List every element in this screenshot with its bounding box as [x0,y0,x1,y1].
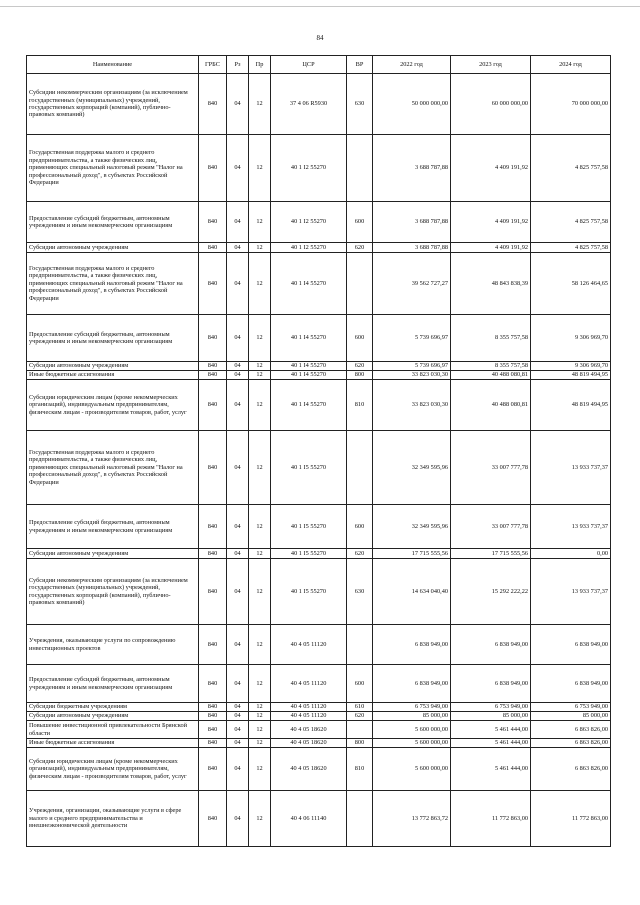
table-row [27,380,611,431]
cell-2024: 4 825 757,58 [531,243,611,253]
cell-grbs: 840 [199,748,227,791]
cell-name: Субсидии автономным учреждениям [27,549,199,559]
table-row [27,739,611,748]
cell-vr: 600 [347,665,373,703]
cell-2022: 5 600 000,00 [373,748,451,791]
cell-name: Учреждения, организации, оказывающие услуги в сфере малого и среднего предпринимательства и внешнеэкономической деятельности [27,791,199,847]
cell-vr: 630 [347,74,373,135]
cell-csr: 40 1 I5 55270 [271,431,347,505]
cell-rz: 04 [227,739,249,748]
cell-2024: 13 933 737,37 [531,505,611,549]
cell-2024: 6 838 949,00 [531,625,611,665]
cell-2024: 13 933 737,37 [531,431,611,505]
scan-edge-line [0,6,640,7]
cell-rz: 04 [227,748,249,791]
cell-rz: 04 [227,549,249,559]
table-row [27,135,611,202]
table-row [27,712,611,721]
cell-2024: 6 863 826,00 [531,739,611,748]
table-row [27,315,611,362]
cell-2023: 4 409 191,92 [451,243,531,253]
header-csr: ЦСР [271,56,347,74]
cell-2022: 13 772 863,72 [373,791,451,847]
cell-2022: 32 349 595,96 [373,505,451,549]
cell-2024: 48 819 494,95 [531,371,611,380]
header-rz: Рз [227,56,249,74]
cell-2022: 5 739 696,97 [373,315,451,362]
header-name: Наименование [27,56,199,74]
cell-vr [347,791,373,847]
cell-2022: 6 838 949,00 [373,665,451,703]
cell-rz: 04 [227,362,249,371]
cell-grbs: 840 [199,315,227,362]
cell-csr: 40 4 05 11120 [271,712,347,721]
cell-2022: 85 000,00 [373,712,451,721]
cell-2023: 5 461 444,00 [451,748,531,791]
cell-rz: 04 [227,74,249,135]
cell-2023: 33 007 777,78 [451,431,531,505]
cell-2023: 40 488 080,81 [451,371,531,380]
cell-rz: 04 [227,712,249,721]
cell-pr: 12 [249,748,271,791]
cell-grbs: 840 [199,362,227,371]
cell-pr: 12 [249,74,271,135]
cell-vr: 610 [347,703,373,712]
cell-vr [347,135,373,202]
cell-2023: 5 461 444,00 [451,739,531,748]
cell-vr: 800 [347,371,373,380]
cell-name: Предоставление субсидий бюджетным, автономным учреждениям и иным некоммерческим организациям [27,665,199,703]
cell-csr: 40 1 I2 55270 [271,135,347,202]
cell-vr: 810 [347,380,373,431]
cell-csr: 40 1 I2 55270 [271,243,347,253]
cell-csr: 40 4 05 11120 [271,625,347,665]
cell-rz: 04 [227,559,249,625]
cell-2023: 17 715 555,56 [451,549,531,559]
header-vr: ВР [347,56,373,74]
cell-grbs: 840 [199,431,227,505]
cell-name: Субсидии некоммерческим организациям (за исключением государственных (муниципальных) учреждений, государственных корпораций (компаний), публично-правовых компаний) [27,74,199,135]
cell-name: Повышение инвестиционной привлекательности Брянской области [27,721,199,739]
table-row [27,559,611,625]
cell-pr: 12 [249,505,271,549]
cell-rz: 04 [227,371,249,380]
cell-2022: 6 838 949,00 [373,625,451,665]
cell-rz: 04 [227,253,249,315]
cell-rz: 04 [227,625,249,665]
cell-name: Субсидии автономным учреждениям [27,243,199,253]
cell-rz: 04 [227,202,249,243]
cell-2023: 4 409 191,92 [451,202,531,243]
page-number: 84 [316,34,324,42]
cell-grbs: 840 [199,712,227,721]
cell-csr: 40 1 I5 55270 [271,559,347,625]
cell-name: Иные бюджетные ассигнования [27,739,199,748]
cell-vr [347,625,373,665]
cell-rz: 04 [227,721,249,739]
cell-pr: 12 [249,135,271,202]
cell-grbs: 840 [199,625,227,665]
table-row [27,791,611,847]
cell-vr: 620 [347,549,373,559]
cell-pr: 12 [249,559,271,625]
table-row [27,625,611,665]
cell-csr: 40 4 05 11120 [271,665,347,703]
cell-grbs: 840 [199,505,227,549]
cell-pr: 12 [249,712,271,721]
cell-grbs: 840 [199,243,227,253]
cell-grbs: 840 [199,202,227,243]
cell-csr: 40 4 06 11140 [271,791,347,847]
cell-2024: 6 863 826,00 [531,748,611,791]
cell-vr [347,431,373,505]
cell-2024: 4 825 757,58 [531,135,611,202]
cell-2022: 33 823 030,30 [373,371,451,380]
cell-grbs: 840 [199,135,227,202]
cell-name: Субсидии автономным учреждениям [27,712,199,721]
cell-name: Субсидии автономным учреждениям [27,362,199,371]
cell-2023: 6 753 949,00 [451,703,531,712]
cell-rz: 04 [227,791,249,847]
table-row [27,505,611,549]
cell-csr: 40 1 I4 55270 [271,362,347,371]
cell-rz: 04 [227,315,249,362]
cell-2024: 0,00 [531,549,611,559]
table-row [27,549,611,559]
table-body [27,74,611,847]
header-grbs: ГРБС [199,56,227,74]
cell-grbs: 840 [199,371,227,380]
cell-name: Иные бюджетные ассигнования [27,371,199,380]
cell-2022: 5 600 000,00 [373,739,451,748]
cell-2022: 14 634 040,40 [373,559,451,625]
cell-2023: 4 409 191,92 [451,135,531,202]
cell-2022: 5 739 696,97 [373,362,451,371]
table-row [27,362,611,371]
cell-pr: 12 [249,202,271,243]
cell-csr: 40 1 I4 55270 [271,380,347,431]
cell-csr: 40 1 I2 55270 [271,202,347,243]
cell-pr: 12 [249,549,271,559]
cell-pr: 12 [249,371,271,380]
cell-2023: 6 838 949,00 [451,665,531,703]
cell-rz: 04 [227,135,249,202]
cell-csr: 40 1 I4 55270 [271,371,347,380]
cell-2022: 6 753 949,00 [373,703,451,712]
cell-grbs: 840 [199,549,227,559]
cell-2024: 6 863 826,00 [531,721,611,739]
cell-2023: 6 838 949,00 [451,625,531,665]
cell-grbs: 840 [199,74,227,135]
cell-pr: 12 [249,380,271,431]
cell-vr: 810 [347,748,373,791]
cell-2024: 70 000 000,00 [531,74,611,135]
table-row [27,371,611,380]
cell-2022: 3 688 787,88 [373,243,451,253]
cell-grbs: 840 [199,739,227,748]
cell-2023: 8 355 757,58 [451,362,531,371]
table-row [27,253,611,315]
cell-name: Субсидии юридическим лицам (кроме некоммерческих организаций), индивидуальным предпринимателям, физическим лицам - производителям товаров, работ, услуг [27,748,199,791]
cell-vr: 620 [347,362,373,371]
cell-grbs: 840 [199,380,227,431]
cell-vr [347,721,373,739]
cell-pr: 12 [249,253,271,315]
cell-2022: 3 688 787,88 [373,135,451,202]
cell-2024: 48 819 494,95 [531,380,611,431]
cell-grbs: 840 [199,559,227,625]
header-2022: 2022 год [373,56,451,74]
cell-2023: 8 355 757,58 [451,315,531,362]
cell-2024: 58 126 464,65 [531,253,611,315]
cell-name: Государственная поддержка малого и среднего предпринимательства, а также физических лиц, применяющих специальный налоговый режим "Налог на профессиональный доход", в субъектах Российской Федерации [27,431,199,505]
cell-2024: 6 838 949,00 [531,665,611,703]
cell-pr: 12 [249,665,271,703]
cell-csr: 40 4 05 18620 [271,739,347,748]
cell-csr: 40 4 05 11120 [271,703,347,712]
cell-csr: 40 4 05 18620 [271,748,347,791]
table-row [27,721,611,739]
cell-name: Субсидии некоммерческим организациям (за исключением государственных (муниципальных) учреждений, государственных корпораций (компаний), публично-правовых компаний) [27,559,199,625]
table-row [27,431,611,505]
cell-2023: 48 843 838,39 [451,253,531,315]
cell-2022: 17 715 555,56 [373,549,451,559]
cell-name: Государственная поддержка малого и среднего предпринимательства, а также физических лиц, применяющих специальный налоговый режим "Налог на профессиональный доход", в субъектах Российской Федерации [27,135,199,202]
cell-name: Предоставление субсидий бюджетным, автономным учреждениям и иным некоммерческим организациям [27,315,199,362]
cell-2023: 11 772 863,00 [451,791,531,847]
cell-name: Предоставление субсидий бюджетным, автономным учреждениям и иным некоммерческим организациям [27,202,199,243]
cell-vr: 620 [347,712,373,721]
cell-vr: 600 [347,315,373,362]
table-row [27,703,611,712]
cell-pr: 12 [249,315,271,362]
cell-csr: 37 4 06 R5930 [271,74,347,135]
cell-2024: 11 772 863,00 [531,791,611,847]
cell-csr: 40 1 I5 55270 [271,505,347,549]
cell-2024: 9 306 969,70 [531,315,611,362]
cell-2022: 33 823 030,30 [373,380,451,431]
table-row [27,665,611,703]
cell-csr: 40 1 I4 55270 [271,253,347,315]
cell-name: Учреждения, оказывающие услуги по сопровождению инвестиционных проектов [27,625,199,665]
cell-vr: 600 [347,505,373,549]
table-row [27,202,611,243]
cell-grbs: 840 [199,253,227,315]
cell-grbs: 840 [199,665,227,703]
header-row [27,56,611,74]
cell-pr: 12 [249,625,271,665]
cell-name: Государственная поддержка малого и среднего предпринимательства, а также физических лиц, применяющих специальный налоговый режим "Налог на профессиональный доход", в субъектах Российской Федерации [27,253,199,315]
cell-2024: 9 306 969,70 [531,362,611,371]
cell-rz: 04 [227,703,249,712]
cell-pr: 12 [249,721,271,739]
cell-vr: 620 [347,243,373,253]
cell-2023: 60 000 000,00 [451,74,531,135]
cell-pr: 12 [249,431,271,505]
cell-2023: 33 007 777,78 [451,505,531,549]
cell-pr: 12 [249,703,271,712]
cell-pr: 12 [249,791,271,847]
cell-grbs: 840 [199,791,227,847]
cell-2023: 15 292 222,22 [451,559,531,625]
cell-pr: 12 [249,243,271,253]
cell-csr: 40 1 I4 55270 [271,315,347,362]
cell-rz: 04 [227,431,249,505]
cell-2024: 85 000,00 [531,712,611,721]
cell-csr: 40 4 05 18620 [271,721,347,739]
cell-vr: 600 [347,202,373,243]
header-2024: 2024 год [531,56,611,74]
cell-2024: 13 933 737,37 [531,559,611,625]
cell-2022: 5 600 000,00 [373,721,451,739]
cell-2024: 6 753 949,00 [531,703,611,712]
table-row [27,748,611,791]
table-row [27,74,611,135]
cell-grbs: 840 [199,703,227,712]
cell-2023: 5 461 444,00 [451,721,531,739]
cell-2024: 4 825 757,58 [531,202,611,243]
cell-vr [347,253,373,315]
cell-rz: 04 [227,243,249,253]
cell-name: Предоставление субсидий бюджетным, автономным учреждениям и иным некоммерческим организациям [27,505,199,549]
header-pr: Пр [249,56,271,74]
cell-name: Субсидии юридическим лицам (кроме некоммерческих организаций), индивидуальным предпринимателям, физическим лицам - производителям товаров, работ, услуг [27,380,199,431]
cell-2023: 85 000,00 [451,712,531,721]
cell-rz: 04 [227,380,249,431]
cell-2023: 40 488 080,81 [451,380,531,431]
cell-rz: 04 [227,665,249,703]
cell-name: Субсидии бюджетным учреждениям [27,703,199,712]
table-row [27,243,611,253]
budget-table [26,55,611,847]
cell-grbs: 840 [199,721,227,739]
cell-pr: 12 [249,739,271,748]
header-2023: 2023 год [451,56,531,74]
cell-vr: 800 [347,739,373,748]
cell-2022: 3 688 787,88 [373,202,451,243]
cell-csr: 40 1 I5 55270 [271,549,347,559]
cell-2022: 39 562 727,27 [373,253,451,315]
cell-pr: 12 [249,362,271,371]
cell-vr: 630 [347,559,373,625]
cell-rz: 04 [227,505,249,549]
cell-2022: 32 349 595,96 [373,431,451,505]
cell-2022: 50 000 000,00 [373,74,451,135]
